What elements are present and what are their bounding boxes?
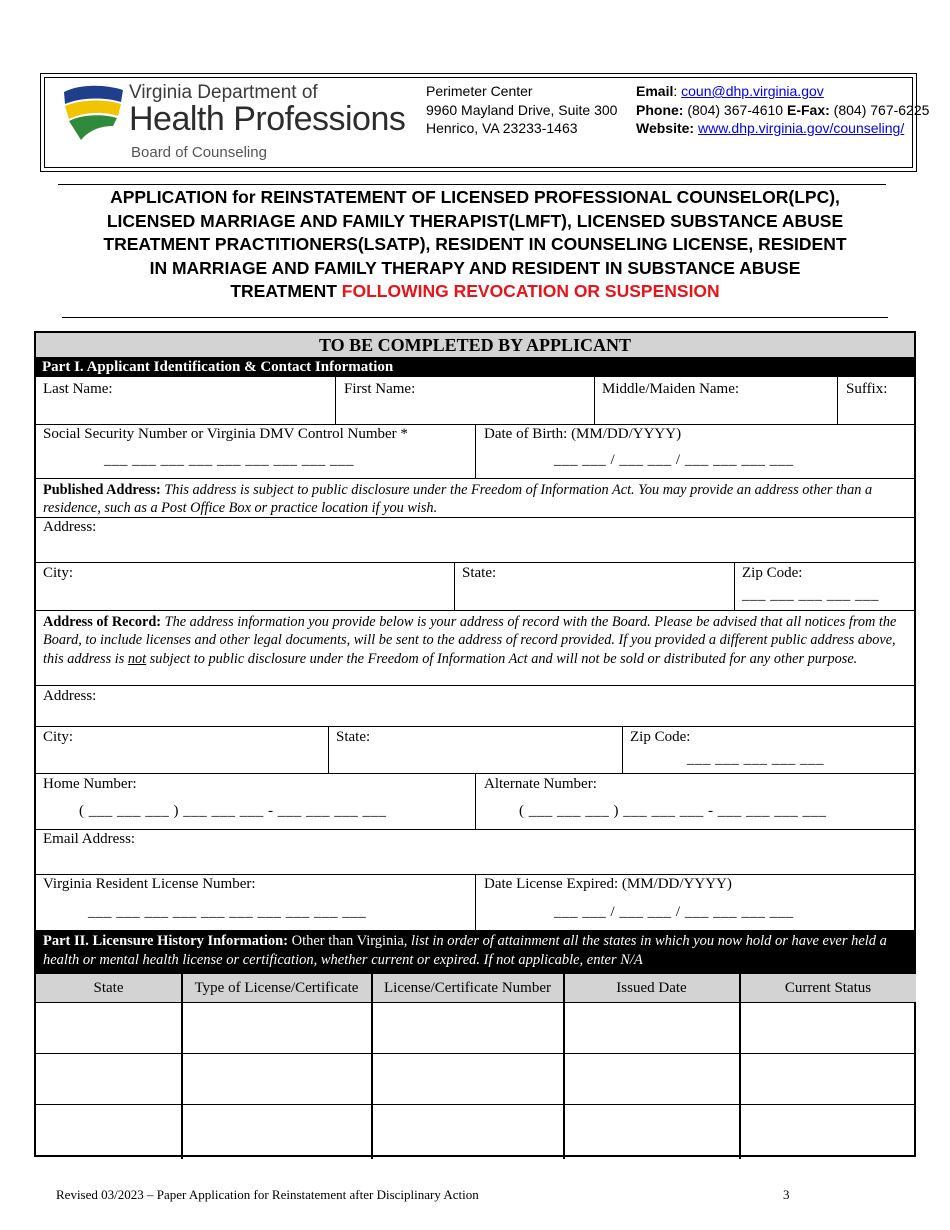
title-line: LICENSED MARRIAGE AND FAMILY THERAPIST(LMFT), LICENSED SUBSTANCE ABUSE: [106, 210, 844, 231]
website-line: [636, 119, 929, 138]
record-not: not: [127, 650, 147, 667]
dob-label: Date of Birth: (MM/DD/YYYY): [484, 426, 682, 442]
divider: [475, 874, 476, 930]
divider: [563, 974, 565, 1159]
col-header-license-number: License/Certificate Number: [372, 974, 563, 1002]
divider: [36, 478, 914, 479]
divider: [739, 974, 741, 1159]
part2-heading: [36, 930, 914, 974]
revision-note: Revised 03/2023 – Paper Application for Reinstatement after Disciplinary Action: [56, 1187, 479, 1202]
title-bottom-rule: [62, 317, 888, 318]
address-line: Henrico, VA 23233-1463: [426, 120, 578, 136]
efax-value: (804) 767-6225: [833, 101, 930, 118]
published-address-note: [43, 481, 906, 518]
page-number: 3: [783, 1187, 790, 1202]
title-revocation-highlight: FOLLOWING REVOCATION OR SUSPENSION: [341, 281, 720, 301]
col-header-current-status: Current Status: [740, 974, 916, 1002]
divider: [622, 726, 623, 773]
divider: [181, 974, 183, 1159]
divider: [475, 424, 476, 478]
email-line: Email: coun@dhp.virginia.gov: [636, 83, 824, 99]
date-expired-label: Date License Expired: (MM/DD/YYYY): [484, 876, 732, 892]
divider: [36, 685, 914, 686]
col-header-issued-date: Issued Date: [564, 974, 739, 1002]
logo-health-professions-text: Health Professions: [129, 100, 406, 138]
published-address-label-field[interactable]: Address:: [43, 519, 97, 535]
record-text-1: The address information you provide below is your address of record with the Board. Please be advised that all notices from the Board, to include licenses and other legal documents, will be sent to the address of record provided. If you provided a different public address above, this address is: [43, 614, 897, 667]
divider: [371, 974, 373, 1159]
dob-field[interactable]: ___ ___ / ___ ___ / ___ ___ ___ ___: [554, 452, 794, 468]
efax-label: E-Fax:: [786, 101, 830, 118]
resident-license-field[interactable]: ___ ___ ___ ___ ___ ___ ___ ___ ___ ___: [88, 904, 367, 920]
home-number-label: Home Number:: [43, 776, 137, 792]
published-zip-field[interactable]: ___ ___ ___ ___ ___: [742, 587, 879, 603]
part2-plain: Other than Virginia,: [291, 933, 408, 949]
logo-department-text: Virginia Department of: [129, 82, 318, 103]
published-city-label[interactable]: City:: [43, 565, 74, 581]
divider: [734, 562, 735, 610]
last-name-label: Last Name:: [43, 381, 113, 397]
contact-info: [636, 82, 929, 138]
divider: [36, 610, 914, 611]
letterhead: [40, 73, 930, 172]
alternate-number-field[interactable]: ( ___ ___ ___ ) ___ ___ ___ - ___ ___ ___ ___: [519, 803, 827, 819]
swoosh-logo-icon: [61, 82, 127, 144]
record-zip-field[interactable]: ___ ___ ___ ___ ___: [687, 751, 824, 767]
ssn-field[interactable]: ___ ___ ___ ___ ___ ___ ___ ___ ___: [104, 452, 354, 468]
date-expired-field[interactable]: ___ ___ / ___ ___ / ___ ___ ___ ___: [554, 904, 794, 920]
published-address-text: This address is subject to public disclosure under the Freedom of Information Act. You may provide an address other than a residence, such as a Post Office Box or practice location if you wish.: [43, 482, 873, 517]
part2-italic: list in order of attainment all the states in which you now hold or have ever held a health or mental health license or certification, whether current or expired. If not applicable, enter N/A: [43, 933, 887, 968]
divider: [328, 726, 329, 773]
address-line: Perimeter Center: [426, 83, 533, 99]
address-of-record-note: [43, 613, 906, 668]
col-header-license-type: Type of License/Certificate: [182, 974, 371, 1002]
divider: [475, 773, 476, 829]
middle-name-label: Middle/Maiden Name:: [602, 381, 740, 397]
email-label: Email: [636, 83, 674, 99]
divider: [335, 377, 336, 424]
published-zip-label: Zip Code:: [742, 565, 803, 581]
record-label: Address of Record:: [43, 614, 162, 630]
divider: [36, 829, 914, 830]
title-top-rule: [58, 184, 886, 185]
phone-label: Phone:: [636, 101, 684, 118]
divider: [36, 726, 914, 727]
application-form: [34, 331, 916, 1157]
divider: [837, 377, 838, 424]
website-label: Website:: [636, 120, 695, 136]
record-text-2: subject to public disclosure under the Freedom of Information Act and will not be sold or distributed for any other purpose.: [149, 650, 858, 667]
record-zip-label: Zip Code:: [630, 729, 691, 745]
home-number-field[interactable]: ( ___ ___ ___ ) ___ ___ ___ - ___ ___ ___ ___: [79, 803, 387, 819]
table-row[interactable]: [36, 1104, 914, 1105]
email-address-label[interactable]: Email Address:: [43, 831, 136, 847]
col-header-state: State: [36, 974, 181, 1002]
part1-heading: Part I. Applicant Identification & Contact Information: [36, 357, 914, 377]
title-line: TREATMENT PRACTITIONERS(LSATP), RESIDENT IN COUNSELING LICENSE, RESIDENT: [103, 234, 847, 254]
record-address-label[interactable]: Address:: [43, 688, 97, 704]
title-line: IN MARRIAGE AND FAMILY THERAPY AND RESIDENT IN SUBSTANCE ABUSE: [149, 257, 801, 278]
suffix-label: Suffix:: [846, 381, 888, 397]
website-link[interactable]: www.dhp.virginia.gov/counseling/: [697, 120, 905, 136]
title-treatment: TREATMENT: [230, 281, 337, 301]
office-address: [426, 82, 617, 138]
record-city-label[interactable]: City:: [43, 729, 74, 745]
phone-value: (804) 367-4610: [687, 101, 784, 118]
title-line: [60, 280, 890, 304]
divider: [36, 1002, 914, 1003]
title-line: APPLICATION for REINSTATEMENT OF LICENSED PROFESSIONAL COUNSELOR(LPC),: [110, 187, 840, 207]
table-row[interactable]: [36, 1053, 914, 1054]
divider: [594, 377, 595, 424]
phone-line: [636, 101, 929, 120]
resident-license-label: Virginia Resident License Number:: [43, 876, 256, 892]
address-line: 9960 Mayland Drive, Suite 300: [426, 101, 618, 118]
published-state-label[interactable]: State:: [462, 565, 497, 581]
divider: [454, 562, 455, 610]
dhp-logo: [61, 80, 411, 165]
divider: [36, 517, 914, 518]
email-link[interactable]: coun@dhp.virginia.gov: [681, 83, 824, 99]
form-title: [60, 186, 890, 304]
record-state-label[interactable]: State:: [336, 729, 371, 745]
first-name-label: First Name:: [344, 381, 416, 397]
published-address-label: Published Address:: [43, 482, 161, 498]
divider: [36, 562, 914, 563]
part2-label: Part II. Licensure History Information:: [43, 933, 288, 949]
alternate-number-label: Alternate Number:: [484, 776, 597, 792]
ssn-label: Social Security Number or Virginia DMV Control Number *: [43, 426, 408, 442]
form-banner: TO BE COMPLETED BY APPLICANT: [36, 333, 914, 357]
logo-board-text: Board of Counseling: [131, 144, 267, 161]
